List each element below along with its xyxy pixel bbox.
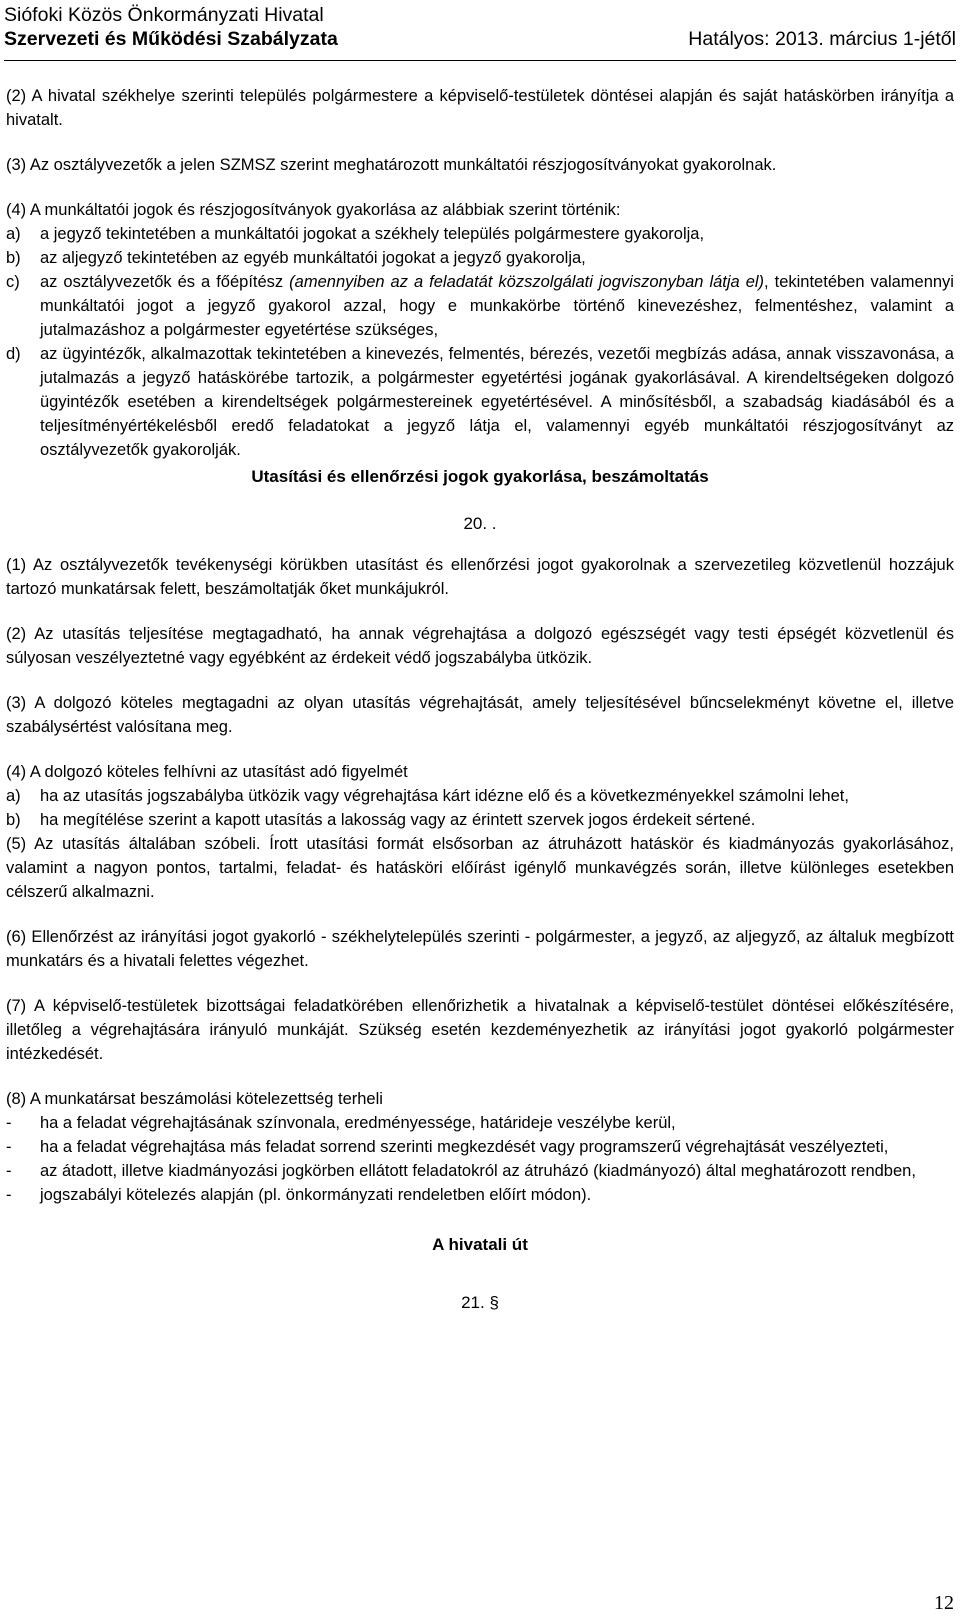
paragraph-2: (2) A hivatal székhelye szerinti település polgármestere a képviselő-testületek döntései alapján és saját hatáskörben irányítja a hivatalt. [6,87,954,129]
list-text: ha megítélése szerint a kapott utasítás a lakosság vagy az érintett szervek jogos érdekeit sértené. [40,811,756,829]
list-item [6,784,954,808]
header-document-title: Szervezeti és Működési Szabályzata [4,28,338,50]
list-text: az ügyintézők, alkalmazottak tekintetében a kinevezés, felmentés, bérezés, vezetői megbízás adása, annak visszavonása, a jutalmazás a jegyző hatáskörébe tartozik, a polgármester egyetértési jogának gyakorlásával. A kirendeltségeken dolgozó ügyintézők esetében a kirendeltségek polgármestereinek egyetértésével. A minősítésből, a szabadság kiadásából és a teljesítményértékelésből eredő feladatokat a jegyző látja el, valamennyi egyéb munkáltatói részjogosítványt az osztályvezetők gyakorolják. [40,345,954,459]
list-item [6,246,954,270]
header-organization: Siófoki Közös Önkormányzati Hivatal [4,4,324,26]
list-item [6,342,954,462]
list-marker: - [6,1114,12,1132]
list-item [6,1111,954,1135]
list-marker: - [6,1186,12,1204]
s20-paragraph-4-list [6,784,954,832]
s20-paragraph-6: (6) Ellenőrzést az irányítási jogot gyakorló - székhelytelepülés szerinti - polgármester, a jegyző, az aljegyző, az általuk megbízott munkatárs és a hivatali felettes végezhet. [6,928,954,970]
s20-paragraph-2: (2) Az utasítás teljesítése megtagadható, ha annak végrehajtása a dolgozó egészségét vagy testi épségét közvetlenül és súlyosan veszélyeztetné vagy egyébként az érdekeit védő jogszabályba ütközik. [6,625,954,667]
list-marker: a) [6,787,21,805]
list-marker: a) [6,225,21,243]
list-marker: b) [6,811,21,829]
list-text: ha a feladat végrehajtásának színvonala, eredményessége, határideje veszélybe kerül, [40,1114,676,1132]
s20-paragraph-3: (3) A dolgozó köteles megtagadni az olyan utasítás végrehajtását, amely teljesítésével bűncselekményt követne el, illetve szabálysértést valósítana meg. [6,694,954,736]
list-item [6,222,954,246]
section-20-heading: Utasítási és ellenőrzési jogok gyakorlása, beszámoltatás [251,467,709,486]
paragraph-4-list [6,222,954,462]
s20-paragraph-5: (5) Az utasítás általában szóbeli. Írott utasítási formát elsősorban az átruházott hatáskör és kiadmányozás gyakorlásához, valamint a nagyon pontos, tartalmi, feladat- és hatásköri előírást igénylő munkavégzés során, illetve különleges esetekben célszerű alkalmazni. [6,835,954,901]
list-text: az aljegyző tekintetében az egyéb munkáltatói jogokat a jegyző gyakorolja, [40,249,586,267]
s20-paragraph-7: (7) A képviselő-testületek bizottságai feladatkörében ellenőrizhetik a hivatalnak a képviselő-testület döntései előkészítésére, illetőleg a végrehajtására irányuló munkáját. Szükség esetén kezdeményezhetik az irányítási jogot gyakorló polgármester intézkedését. [6,997,954,1063]
list-marker: - [6,1138,12,1156]
list-text: ha a feladat végrehajtása más feladat sorrend szerinti megkezdését vagy programszerű végrehajtását veszélyezteti, [40,1138,889,1156]
list-text-part: az osztályvezetők és a főépítész [40,273,290,291]
page-header [4,3,956,51]
list-text: az átadott, illetve kiadmányozási jogkörben ellátott feladatokról az átruházó (kiadmányozó) által meghatározott rendben, [40,1162,916,1180]
header-row [4,27,956,51]
section-20-number: 20. . [463,514,497,533]
list-text: a jegyző tekintetében a munkáltatói jogokat a székhely település polgármestere gyakorolja, [40,225,705,243]
list-marker: b) [6,249,21,267]
list-marker: - [6,1162,12,1180]
list-text-part: , tekintetében valamennyi munkáltatói jogot a jegyző gyakorol azzal, hogy e munkakörbe történő kinevezéshez, felmentéshez, valamint a jutalmazáshoz a polgármester egyetértése szükséges, [40,273,954,339]
paragraph-3: (3) Az osztályvezetők a jelen SZMSZ szerint meghatározott munkáltatói részjogosítványokat gyakorolnak. [6,156,777,174]
list-item [6,1135,954,1159]
list-item [6,1159,954,1183]
list-marker: d) [6,345,21,363]
section-21-number: 21. § [461,1293,499,1312]
s20-paragraph-1: (1) Az osztályvezetők tevékenységi körükben utasítást és ellenőrzési jogot gyakorolnak a szervezetileg közvetlenül hozzájuk tartozó munkatársak felett, beszámoltatják őket munkájukról. [6,556,954,598]
paragraph-4-intro: (4) A munkáltatói jogok és részjogosítványok gyakorlása az alábbiak szerint történik: [6,201,621,219]
list-text: ha az utasítás jogszabályba ütközik vagy végrehajtása kárt idézne elő és a következményekkel számolni lehet, [40,787,849,805]
header-effective-date: Hatályos: 2013. március 1-jétől [688,28,956,50]
list-item [6,270,954,342]
s20-paragraph-8-list [6,1111,954,1207]
list-text: jogszabályi kötelezés alapján (pl. önkormányzati rendeletben előírt módon). [40,1186,592,1204]
list-item [6,808,954,832]
page-body [6,84,954,1315]
header-rule [4,60,956,61]
s20-paragraph-4-intro: (4) A dolgozó köteles felhívni az utasítást adó figyelmét [6,763,408,781]
section-21-heading: A hivatali út [432,1235,528,1254]
s20-paragraph-8-intro: (8) A munkatársat beszámolási kötelezettség terheli [6,1090,383,1108]
list-item [6,1183,954,1207]
page-number: 12 [934,1592,954,1614]
list-text-italic: (amennyiben az a feladatát közszolgálati jogviszonyban látja el) [289,273,765,291]
list-marker: c) [6,273,20,291]
list-text [40,270,954,342]
